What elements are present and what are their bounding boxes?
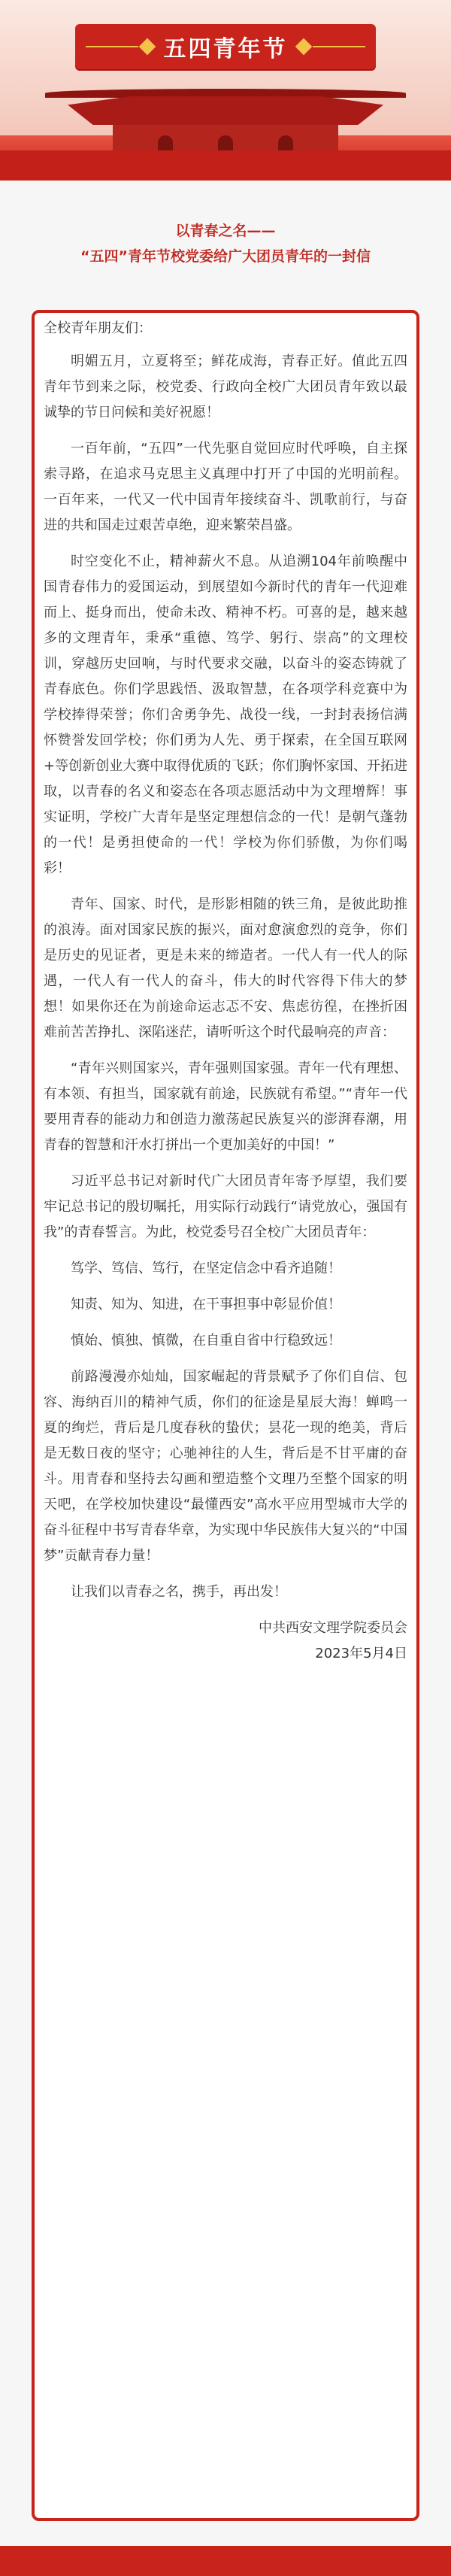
letter-date: 2023年5月4日 <box>315 1646 407 1661</box>
diamond-ornament-icon <box>139 38 156 56</box>
letter-paragraph: 习近平总书记对新时代广大团员青年寄予厚望，我们要牢记总书记的殷切嘱托，用实际行动践行“请党放心，强国有我”的青春誓言。为此，校党委号召全校广大团员青年： <box>44 1173 407 1240</box>
letter-paragraph: 前路漫漫亦灿灿，国家崛起的背景赋予了你们自信、包容、海纳百川的精神气质，你们的征途是星辰大海！蝉鸣一夏的绚烂，背后是几度春秋的蛰伏；昙花一现的绝美，背后是无数日夜的坚守；心驰神往的人生，背后是不甘平庸的奋斗。用青春和坚持去勾画和塑造整个文理乃至整个国家的明天吧，在学校加快建设“最懂西安”高水平应用型城市大学的奋斗征程中书写青春华章，为实现中华民族伟大复兴的“中国梦”贡献青春力量！ <box>44 1369 407 1564</box>
letter-paragraph: 一百年前，“五四”一代先驱自觉回应时代呼唤，自主探索寻路，在追求马克思主义真理中打开了中国的光明前程。一百年来，一代又一代中国青年接续奋斗、凯歌前行，与奋进的共和国走过艰苦卓绝，迎来繁荣昌盛。 <box>44 441 407 533</box>
letter-quote-paragraph: “青年兴则国家兴，青年强则国家强。青年一代有理想、有本领、有担当，国家就有前途，民族就有希望。”“青年一代要用青春的能动力和创造力激荡起民族复兴的澎湃春潮，用青春的智慧和汗水打拼出一个更加美好的中国！” <box>44 1060 407 1153</box>
title-banner <box>75 24 376 69</box>
letter-paragraph: 明媚五月，立夏将至；鲜花成海，青春正好。值此五四青年节到来之际，校党委、行政向全校广大团员青年致以最诚挚的节日问候和美好祝愿！ <box>44 353 407 420</box>
letter-signature: 中共西安文理学院委员会 <box>259 1620 407 1636</box>
red-wall <box>0 150 451 181</box>
tiananmen-roof-illustration <box>68 96 383 125</box>
bottom-decor-bar <box>0 2546 451 2576</box>
header-banner <box>0 0 451 181</box>
letter-subtitle <box>45 218 406 269</box>
letter-paragraph: 时空变化不止，精神薪火不息。从追溯104年前唤醒中国青春伟力的爱国运动，到展望如今新时代的青年一代迎难而上、挺身而出，使命未改、精神不朽。可喜的是，越来越多的文理青年，秉承“重德、笃学、躬行、崇高”的文理校训，穿越历史回响，与时代要求交融，以奋斗的姿态铸就了青春底色。你们学思践悟、汲取智慧，在各项学科竞赛中为学校捧得荣誉；你们舍勇争先、战役一线，一封封表扬信满怀赞誉发回学校；你们勇为人先、勇于探索，在全国互联网+等创新创业大赛中取得优质的飞跃；你们胸怀家国、开拓进取，以青春的名义和姿态在各项志愿活动中为文理增辉！事实证明，学校广大青年是坚定理想信念的一代！是朝气蓬勃的一代！是勇担使命的一代！学校为你们骄傲，为你们喝彩！ <box>44 554 407 876</box>
ornament-rule-right <box>313 46 365 47</box>
letter-paragraph: 青年、国家、时代，是形影相随的铁三角，是彼此助推的浪涛。面对国家民族的振兴，面对愈演愈烈的竞争，你们是历史的见证者，更是未来的缔造者。一代人有一代人的际遇，一代人有一代人的奋斗，伟大的时代容得下伟大的梦想！如果你还在为前途命运志忑不安、焦虑彷徨，在挫折困难前苦苦挣扎、深陷迷茫，请听听这个时代最响亮的声音： <box>44 897 407 1040</box>
letter-body <box>44 316 407 1667</box>
diamond-ornament-icon <box>295 38 313 56</box>
subtitle-line-1: 以青春之名—— <box>175 223 276 239</box>
letter-closing: 让我们以青春之名，携手，再出发！ <box>71 1584 287 1600</box>
letter-call-item: 笃学、笃信、笃行，在坚定信念中看齐追随！ <box>71 1261 341 1276</box>
page-title: 五四青年节 <box>163 36 288 62</box>
letter-call-item: 慎始、慎独、慎微，在自重自省中行稳致远！ <box>71 1333 341 1349</box>
subtitle-line-2: “五四”青年节校党委给广大团员青年的一封信 <box>80 248 371 265</box>
ornament-rule-left <box>86 46 138 47</box>
letter-call-item: 知责、知为、知进，在干事担事中彰显价值！ <box>71 1297 341 1312</box>
letter-greeting: 全校青年朋友们： <box>44 320 152 336</box>
